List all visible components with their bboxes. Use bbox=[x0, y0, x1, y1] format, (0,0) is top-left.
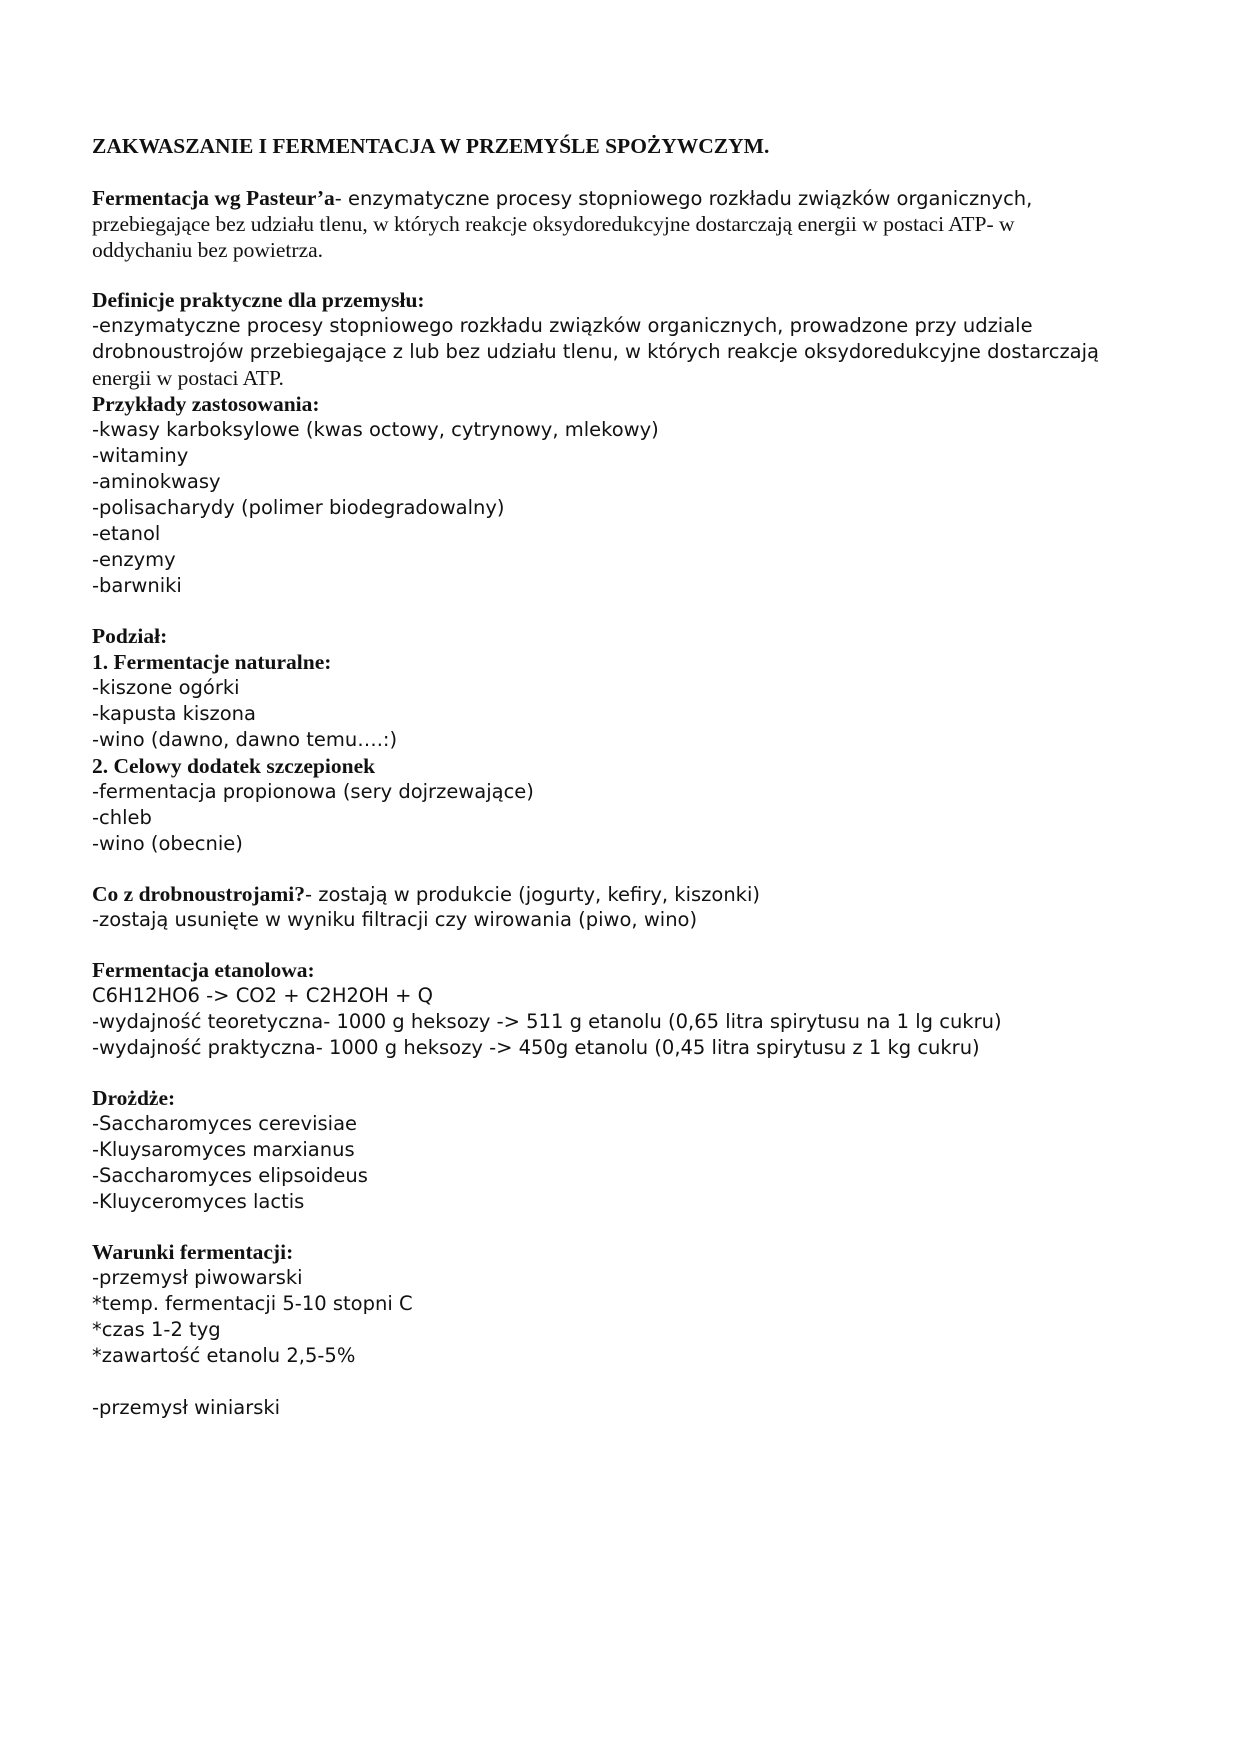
natural-heading: 1. Fermentacje naturalne: bbox=[92, 650, 332, 674]
brewing-industry: -przemysł piwowarski bbox=[92, 1266, 303, 1289]
definition-line-3: oddychaniu bez powietrza. bbox=[92, 238, 324, 262]
examples-item: -etanol bbox=[92, 522, 161, 545]
starter-item: -wino (obecnie) bbox=[92, 832, 243, 855]
practical-line-2: drobnoustrojów przebiegające z lub bez udziału tlenu, w których reakcje oksydoredukcyjne dostarczają bbox=[92, 340, 1100, 363]
examples-item: -polisacharydy (polimer biodegradowalny) bbox=[92, 496, 505, 519]
examples-item: -enzymy bbox=[92, 548, 176, 571]
microbes-question: Co z drobnoustrojami? bbox=[92, 882, 306, 906]
natural-item: -wino (dawno, dawno temu….:) bbox=[92, 728, 398, 751]
microbes-line-1 bbox=[92, 880, 760, 909]
starter-heading: 2. Celowy dodatek szczepionek bbox=[92, 754, 376, 778]
examples-heading: Przykłady zastosowania: bbox=[92, 392, 320, 416]
microbes-answer: - zostają w produkcie (jogurty, kefiry, kiszonki) bbox=[305, 883, 760, 906]
ethanol-equation: C6H12HO6 -> CO2 + C2H2OH + Q bbox=[92, 984, 433, 1007]
document-title: ZAKWASZANIE I FERMENTACJA W PRZEMYŚLE SPOŻYWCZYM. bbox=[92, 134, 770, 158]
examples-item: -barwniki bbox=[92, 574, 182, 597]
yeasts-heading: Drożdże: bbox=[92, 1086, 176, 1110]
ethanol-practical: -wydajność praktyczna- 1000 g heksozy -> 450g etanolu (0,45 litra spirytusu z 1 kg cukru) bbox=[92, 1036, 980, 1059]
yeast-item: -Saccharomyces cerevisiae bbox=[92, 1112, 358, 1135]
yeast-item: -Saccharomyces elipsoideus bbox=[92, 1164, 368, 1187]
brewing-condition: *czas 1-2 tyg bbox=[92, 1318, 221, 1341]
examples-item: -aminokwasy bbox=[92, 470, 221, 493]
brewing-condition: *zawartość etanolu 2,5-5% bbox=[92, 1344, 356, 1367]
natural-item: -kapusta kiszona bbox=[92, 702, 256, 725]
definition-line-2: przebiegające bez udziału tlenu, w których reakcje oksydoredukcyjne dostarczają energii w postaci ATP- w bbox=[92, 212, 1015, 236]
definition-line-1 bbox=[92, 184, 1032, 213]
examples-item: -kwasy karboksylowe (kwas octowy, cytrynowy, mlekowy) bbox=[92, 418, 659, 441]
starter-item: -fermentacja propionowa (sery dojrzewające) bbox=[92, 780, 534, 803]
definition-text: - enzymatyczne procesy stopniowego rozkładu związków organicznych, bbox=[334, 187, 1033, 210]
yeast-item: -Kluyceromyces lactis bbox=[92, 1190, 305, 1213]
microbes-line-2: -zostają usunięte w wyniku filtracji czy wirowania (piwo, wino) bbox=[92, 908, 698, 931]
division-heading: Podział: bbox=[92, 624, 168, 648]
brewing-condition: *temp. fermentacji 5-10 stopni C bbox=[92, 1292, 413, 1315]
conditions-heading: Warunki fermentacji: bbox=[92, 1240, 294, 1264]
wine-industry: -przemysł winiarski bbox=[92, 1396, 281, 1419]
starter-item: -chleb bbox=[92, 806, 152, 829]
natural-item: -kiszone ogórki bbox=[92, 676, 240, 699]
ethanol-heading: Fermentacja etanolowa: bbox=[92, 958, 315, 982]
examples-item: -witaminy bbox=[92, 444, 189, 467]
ethanol-theoretical: -wydajność teoretyczna- 1000 g heksozy -> 511 g etanolu (0,65 litra spirytusu na 1 lg cukru) bbox=[92, 1010, 1002, 1033]
practical-heading: Definicje praktyczne dla przemysłu: bbox=[92, 288, 425, 312]
practical-line-1: -enzymatyczne procesy stopniowego rozkładu związków organicznych, prowadzone przy udziale bbox=[92, 314, 1033, 337]
definition-term: Fermentacja wg Pasteur’a bbox=[92, 186, 335, 210]
yeast-item: -Kluysaromyces marxianus bbox=[92, 1138, 355, 1161]
practical-line-3: energii w postaci ATP. bbox=[92, 366, 284, 390]
